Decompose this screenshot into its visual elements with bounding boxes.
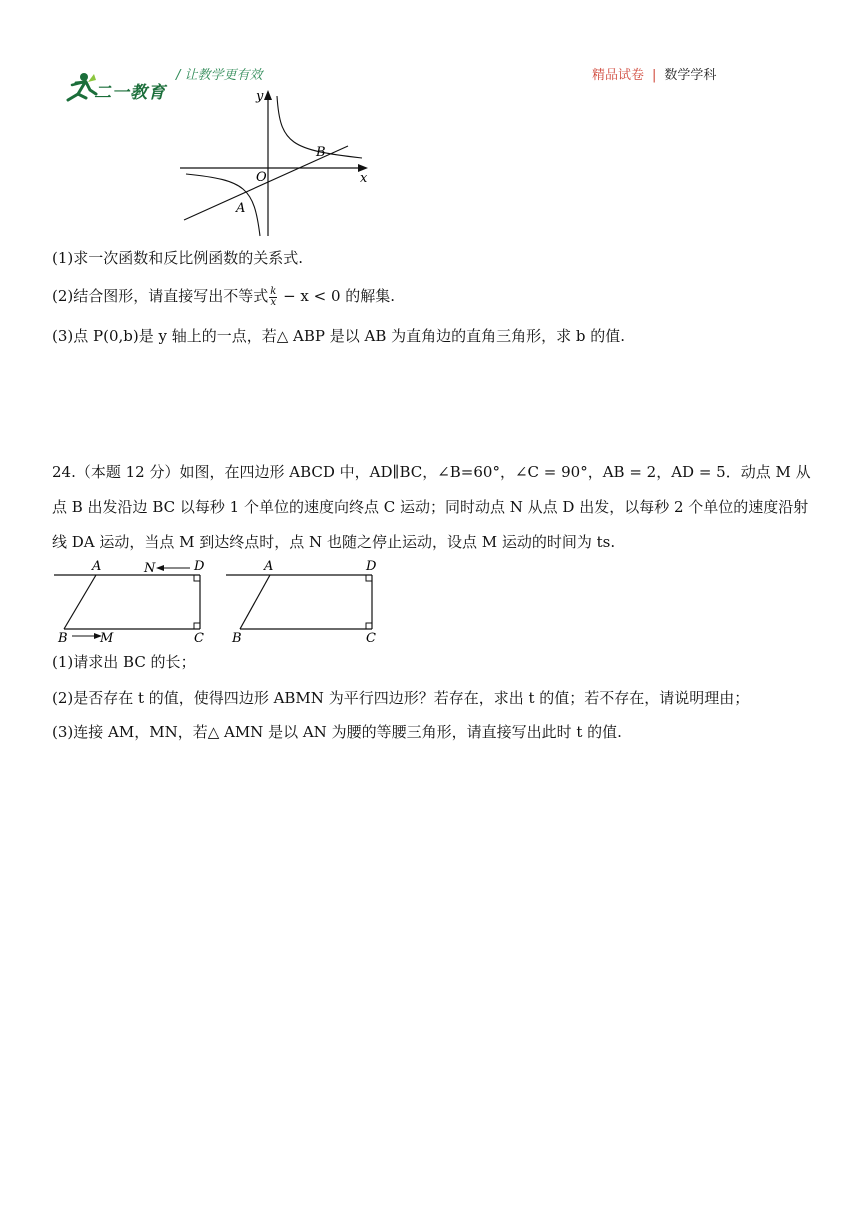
brand-left: 精品试卷 xyxy=(592,68,645,83)
origin-label: O xyxy=(256,170,267,185)
fraction-k-over-x xyxy=(269,287,277,308)
point-a-label: A xyxy=(264,559,274,574)
point-b-label: B xyxy=(316,145,326,160)
point-c-label: C xyxy=(366,631,376,646)
right-angle-c-icon xyxy=(194,623,200,629)
q23-part1: (1)求一次函数和反比例函数的关系式. xyxy=(52,249,304,267)
q23-part2-pre: (2)结合图形，请直接写出不等式 xyxy=(52,287,269,305)
point-d-label: D xyxy=(194,559,205,574)
q24-part3: (3)连接 AM，MN，若△ AMN 是以 AN 为腰的等腰三角形，请直接写出此时 t 的值. xyxy=(52,723,622,741)
x-axis-label: x xyxy=(360,171,368,186)
right-angle-d-icon xyxy=(366,575,372,581)
page-header xyxy=(0,0,860,110)
side-ab xyxy=(240,575,270,629)
side-ab xyxy=(64,575,96,629)
fraction-numerator: k xyxy=(270,285,277,297)
q24-stem: 24.（本题 12 分）如图，在四边形 ABCD 中，AD∥BC，∠B=60°，∠C = 90°，AB = 2，AD = 5．动点 M 从点 B 出发沿边 BC 以每秒 1 个单位的速度向终点 C 运动；同时动点 N 从点 D 出发，以每秒 2 个单位的速度沿射线 DA 运动，当点 M 到达终点时，点 N 也随之停止运动，设点 M 运动的时间为 ts. xyxy=(52,463,811,551)
point-m-label: M xyxy=(100,631,114,646)
point-c-label: C xyxy=(194,631,204,646)
arrow-n-icon xyxy=(156,565,164,571)
quadrilateral-figure-plain xyxy=(224,556,384,646)
point-b-label: B xyxy=(232,631,242,646)
point-d-label: D xyxy=(366,559,377,574)
point-b-label: B xyxy=(58,631,68,646)
point-n-label: N xyxy=(144,561,156,576)
y-axis-arrow-icon xyxy=(264,90,272,100)
brand-separator: | xyxy=(652,68,657,83)
logo-text: 二一教育 xyxy=(94,83,166,103)
q23-part2 xyxy=(52,285,395,308)
fraction-denominator: x xyxy=(270,296,277,308)
slogan: / 让教学更有效 xyxy=(176,68,263,83)
q24-part1: (1)请求出 BC 的长； xyxy=(52,653,196,671)
point-a-label: A xyxy=(236,201,246,216)
function-graph-figure xyxy=(176,84,376,240)
y-axis-label: y xyxy=(256,89,264,104)
hyperbola-branch-3 xyxy=(186,174,260,236)
q23-part3: (3)点 P(0,b)是 y 轴上的一点，若△ ABP 是以 AB 为直角边的直角三角形，求 b 的值. xyxy=(52,327,626,345)
brand-label xyxy=(592,64,716,83)
q23-part2-post: − x < 0 的解集. xyxy=(278,287,396,305)
point-a-label: A xyxy=(92,559,102,574)
right-angle-d-icon xyxy=(194,575,200,581)
quadrilateral-figure-motion xyxy=(52,556,214,646)
q24-part2: (2)是否存在 t 的值，使得四边形 ABMN 为平行四边形？若存在，求出 t 的值；若不存在，请说明理由； xyxy=(52,689,750,707)
brand-subject: 数学学科 xyxy=(664,68,717,83)
right-angle-c-icon xyxy=(366,623,372,629)
